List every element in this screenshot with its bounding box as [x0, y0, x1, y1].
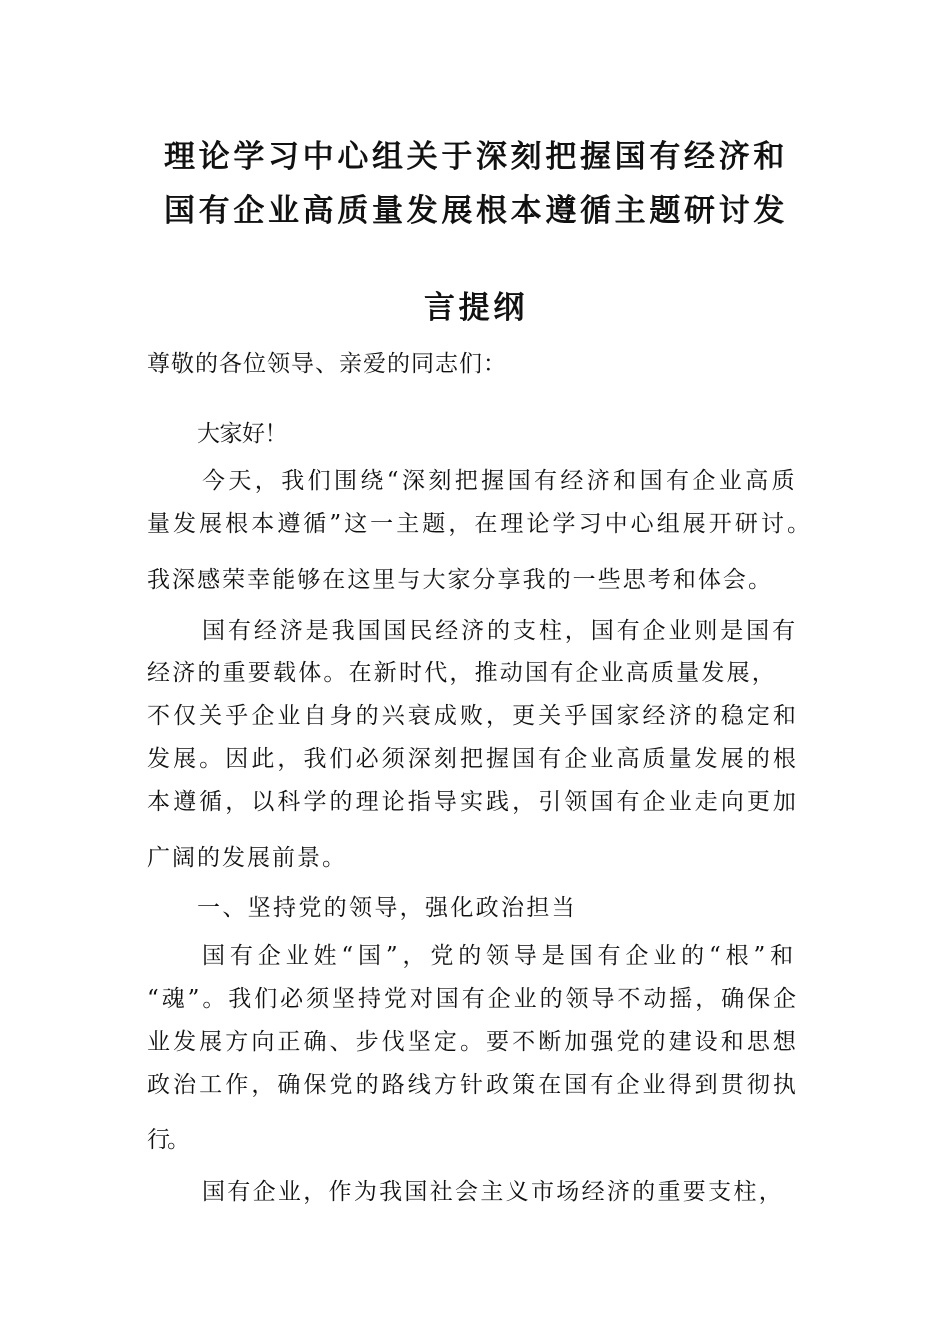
paragraph-line: 经济的重要载体。在新时代，推动国有企业高质量发展， — [147, 660, 777, 686]
section-heading: 一、坚持党的领导，强化政治担当 — [197, 895, 577, 921]
paragraph-line: 政治工作，确保党的路线方针政策在国有企业得到贯彻执 — [147, 1072, 799, 1098]
paragraph-line: 国有经济是我国国民经济的支柱，国有企业则是国有 — [202, 618, 798, 644]
paragraph-line: 本遵循，以科学的理论指导实践，引领国有企业走向更加 — [147, 789, 799, 815]
document-title-line-2: 国有企业高质量发展根本遵循主题研讨发 — [164, 193, 788, 229]
paragraph-line: 国有企业，作为我国社会主义市场经济的重要支柱， — [202, 1179, 784, 1205]
paragraph-line: 我深感荣幸能够在这里与大家分享我的一些思考和体会。 — [147, 567, 773, 593]
salutation: 尊敬的各位领导、亲爱的同志们： — [147, 351, 507, 377]
paragraph-line: 发展。因此，我们必须深刻把握国有企业高质量发展的根 — [147, 746, 799, 772]
paragraph-line: 今天，我们围绕“深刻把握国有经济和国有企业高质 — [202, 468, 798, 494]
paragraph-line: 国有企业姓“国”，党的领导是国有企业的“根”和 — [202, 943, 798, 969]
document-title-line-1: 理论学习中心组关于深刻把握国有经济和 — [164, 139, 788, 175]
greeting: 大家好！ — [197, 421, 287, 447]
paragraph-line: 行。 — [147, 1127, 187, 1153]
paragraph-line: 量发展根本遵循”这一主题，在理论学习中心组展开研讨。 — [147, 511, 813, 537]
paragraph-line: “魂”。我们必须坚持党对国有企业的领导不动摇，确保企 — [147, 986, 799, 1012]
paragraph-line: 广阔的发展前景。 — [147, 845, 347, 871]
document-title-line-3: 言提纲 — [424, 290, 528, 326]
paragraph-line: 业发展方向正确、步伐坚定。要不断加强党的建设和思想 — [147, 1029, 799, 1055]
paragraph-line: 不仅关乎企业自身的兴衰成败，更关乎国家经济的稳定和 — [147, 703, 799, 729]
